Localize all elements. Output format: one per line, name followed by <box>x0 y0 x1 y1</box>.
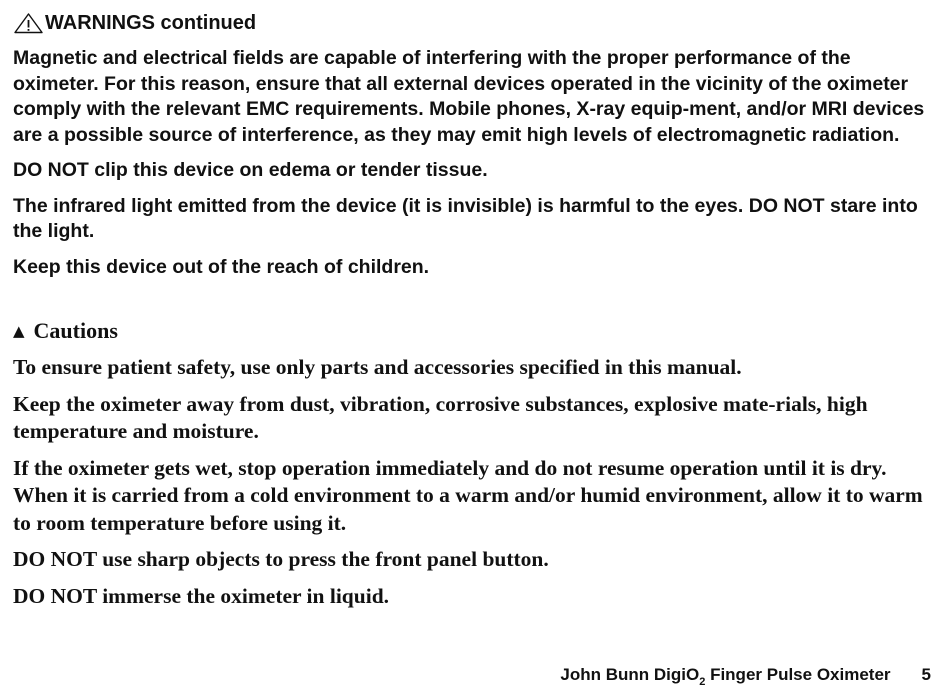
warnings-list <box>13 46 938 290</box>
cautions-heading <box>13 317 118 345</box>
page-footer <box>560 664 931 693</box>
warnings-heading <box>13 11 256 35</box>
warning-paragraph: DO NOT clip this device on edema or tender tissue. <box>13 159 488 181</box>
warning-paragraph: Keep this device out of the reach of children. <box>13 255 430 278</box>
triangle-bullet-icon: ▲ <box>13 322 25 340</box>
caution-paragraph: To ensure patient safety, use only parts and accessories specified in this manual. <box>13 355 742 379</box>
warnings-heading-text: WARNINGS continued <box>45 12 257 34</box>
caution-paragraph: DO NOT use sharp objects to press the front panel button. <box>13 547 549 571</box>
footer-title <box>560 664 890 693</box>
caution-paragraph: Keep the oximeter away from dust, vibration, corrosive substances, explosive mate-rials, high temperature and moisture. <box>13 391 868 443</box>
footer-title-subscript: 2 <box>699 676 706 688</box>
caution-paragraph: If the oximeter gets wet, stop operation immediately and do not resume operation until it is dry. When it is carried from a cold environment to a warm and/or humid environment, allow it to warm to room temperature before using it. <box>13 455 923 535</box>
warning-paragraph: Magnetic and electrical fields are capable of interfering with the proper performance of the oximeter. For this reason, ensure that all external devices operated in the vicinity of the oximeter comply with the relevant EMC requirements. Mobile phones, X-ray equip-ment, and/or MRI devices are a possible source of interference, as they may emit high levels of electromagnetic radiation. <box>13 47 925 146</box>
cautions-heading-text: Cautions <box>33 318 118 343</box>
page-number: 5 <box>921 665 931 684</box>
footer-title-prefix: John Bunn DigiO <box>560 665 700 684</box>
warning-paragraph: The infrared light emitted from the device (it is invisible) is harmful to the eyes. DO NOT stare into the light. <box>13 194 918 242</box>
warning-triangle-icon <box>13 12 44 34</box>
caution-paragraph: DO NOT immerse the oximeter in liquid. <box>13 583 390 608</box>
cautions-list <box>13 354 938 619</box>
footer-title-suffix: Finger Pulse Oximeter <box>705 665 891 684</box>
